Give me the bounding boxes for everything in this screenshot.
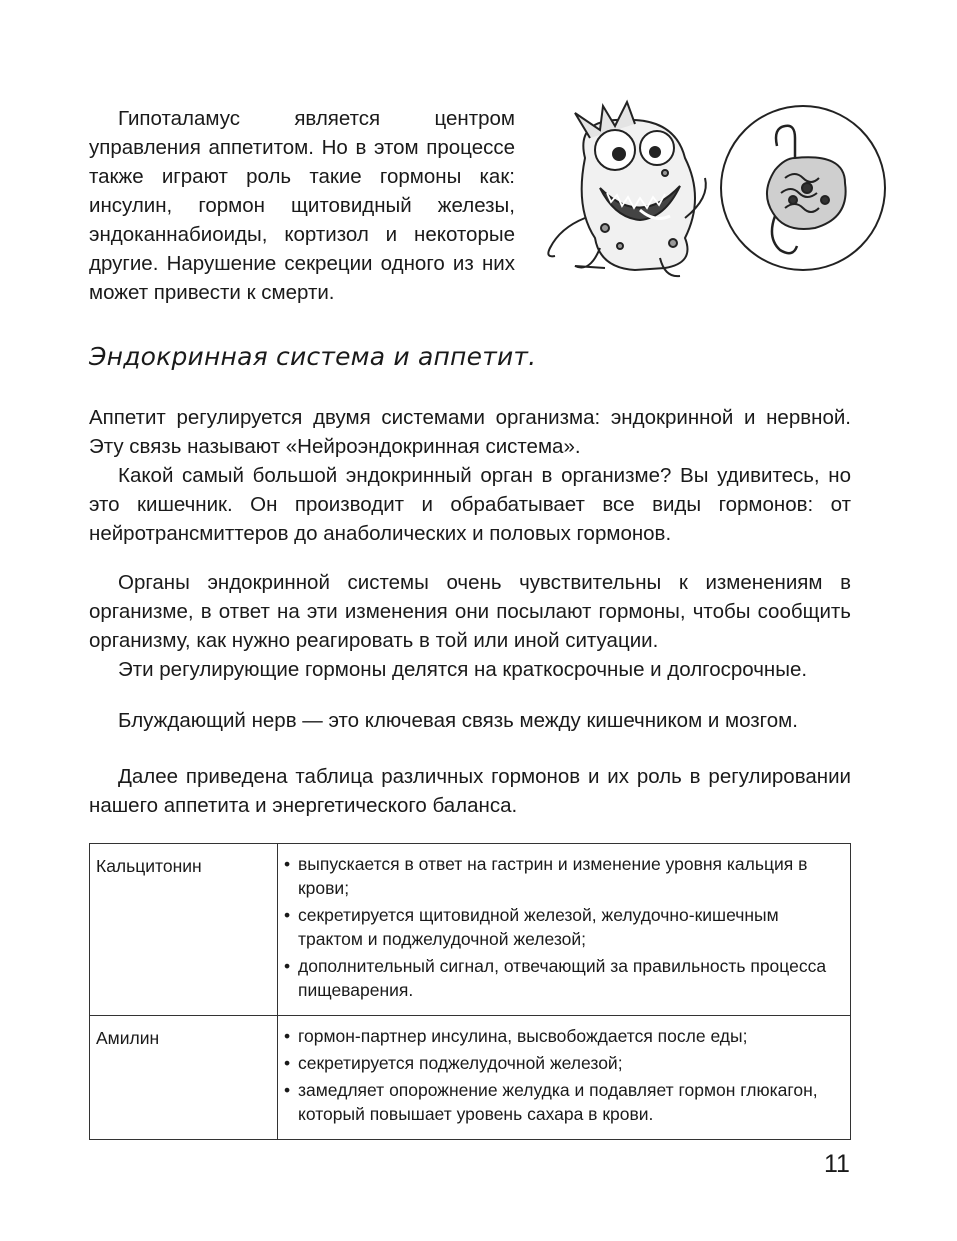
page-number: 11 [824,1150,850,1178]
hormone-name: Амилин [90,1016,278,1140]
section-heading: Эндокринная система и аппетит. [89,342,537,371]
illustration [545,98,935,288]
bullet-icon: • [284,956,291,976]
bullet-item: • секретируется поджелудочной железой; [284,1053,623,1073]
bullet-item: • секретируется щитовидной железой, желудочно-кишечным трактом и поджелудочной железой; [284,905,779,949]
hormone-name: Кальцитонин [90,844,278,1016]
table-row [90,1016,851,1140]
bullet-item: • замедляет опорожнение желудка и подавляет гормон глюкагон, который повышает уровень сахара в крови. [284,1080,818,1124]
paragraph-4: Эти регулирующие гормоны делятся на краткосрочные и долгосрочные. [118,658,808,681]
bullet-icon: • [284,1080,291,1100]
intestine-circle-illustration [721,106,885,270]
monster-illustration [548,102,706,276]
paragraph-6: Далее приведена таблица различных гормонов и их роль в регулировании нашего аппетита и энергетического баланса. [89,765,851,817]
bullet-item: • дополнительный сигнал, отвечающий за правильность процесса пищеварения. [284,956,827,1000]
paragraph-1: Аппетит регулируется двумя системами организма: эндокринной и нервной. Эту связь называют «Нейроэндокринная система». [89,406,851,458]
hormone-table [89,843,851,1140]
bullet-icon: • [284,1026,291,1046]
paragraph-2: Какой самый большой эндокринный орган в организме? Вы удивитесь, но это кишечник. Он производит и обрабатывает все виды гормонов: от нейротрансмиттеров до анаболических и половых гормонов. [89,464,851,545]
bullet-icon: • [284,905,291,925]
paragraph-5: Блуждающий нерв — это ключевая связь между кишечником и мозгом. [118,709,798,732]
paragraph-3: Органы эндокринной системы очень чувствительны к изменениям в организме, в ответ на эти изменения они посылают гормоны, чтобы сообщить организму, как нужно реагировать в той или иной ситуации. [89,571,851,652]
intro-paragraph: Гипоталамус является центром управления аппетитом. Но в этом процессе также играют роль такие гормоны как: инсулин, гормон щитовидный железы, эндоканнабиоиды, кортизол и некоторые другие. Нарушение секреции одного из них может привести к смерти. [89,107,515,304]
bullet-icon: • [284,1053,291,1073]
bullet-item: • гормон-партнер инсулина, высвобождается после еды; [284,1026,748,1046]
hormone-description [278,844,851,1016]
bullet-item: • выпускается в ответ на гастрин и изменение уровня кальция в крови; [284,854,808,898]
table-row [90,844,851,1016]
bullet-icon: • [284,854,291,874]
hormone-description [278,1016,851,1140]
